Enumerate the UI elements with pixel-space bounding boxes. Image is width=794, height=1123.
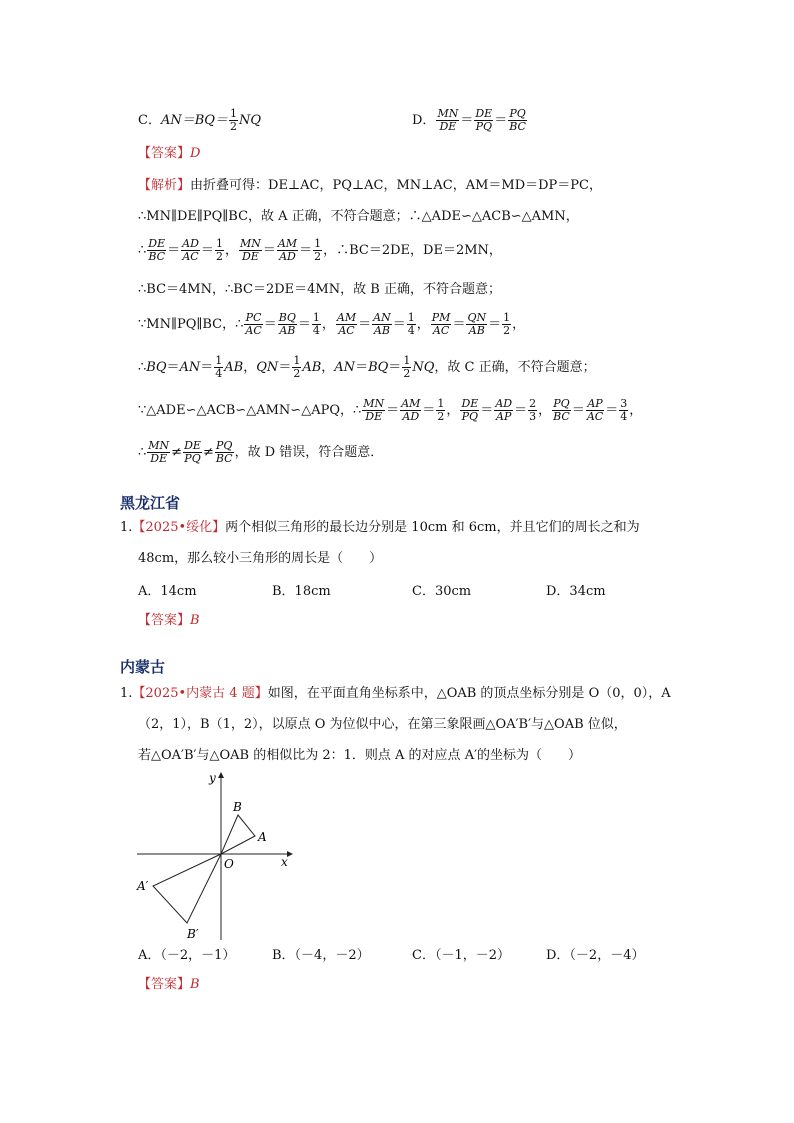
point-b-label: B xyxy=(233,800,242,814)
triangle-oab xyxy=(221,815,255,854)
answer-label: 【答案】 xyxy=(138,613,191,628)
answer-line xyxy=(138,144,200,164)
question-number: 1. xyxy=(120,520,133,535)
answer-label: 【答案】 xyxy=(138,977,191,992)
option-a: A．（－2，－1） xyxy=(138,948,236,963)
point-b2-label: B′ xyxy=(187,927,199,940)
y-axis-label: y xyxy=(209,771,216,785)
question-text: 两个相似三角形的最长边分别是 10cm 和 6cm，并且它们的周长之和为 xyxy=(225,520,640,535)
analysis-line-5: ∵MN∥PQ∥BC，∴ $\frac{PC}{AC}$ ＝ $\frac{BQ}{AB}$ ＝ $\frac{1}{4}$ ， $\frac{AM}{AC}$ ＝ $\frac{AN}{AB}$ ＝ $\frac{1}{4}$ ， $\frac{PM}{AC}$ ＝ $\frac{QN}{AB}$ ＝ $\frac{1}{2}$ ， xyxy=(138,311,526,337)
option-d: D．34cm xyxy=(546,584,606,599)
analysis-line-4: ∴BC＝4MN，∴BC＝2DE＝4MN，故 B 正确，不符合题意； xyxy=(138,282,501,297)
question-line-2: （2，1），B（1，2），以原点 O 为位似中心，在第三象限画△OA′B′与△OAB 位似， xyxy=(138,717,627,732)
question-line-1 xyxy=(120,684,671,704)
origin-label: O xyxy=(224,857,234,871)
option-a: A．14cm xyxy=(138,584,197,599)
denominator: BC xyxy=(509,120,526,133)
analysis-label: 【解析】 xyxy=(138,178,191,193)
option-d: D．（－2，－4） xyxy=(546,948,645,963)
analysis-text: ，故 C 正确，不符合题意； xyxy=(434,360,596,375)
analysis-line-6: ∴BQ＝AN＝ $\frac{1}{4}$ AB，QN＝ $\frac{1}{2}$ AB，AN＝BQ＝ $\frac{1}{2}$ NQ，故 C 正确，不符合题意； xyxy=(138,354,596,380)
analysis-line-1 xyxy=(138,176,602,196)
question-text: 如图，在平面直角坐标系中，△OAB 的顶点坐标分别是 O（0，0），A xyxy=(267,686,671,701)
option-b: B．18cm xyxy=(272,584,331,599)
x-axis-label: x xyxy=(281,855,288,869)
numerator: MN xyxy=(437,107,459,120)
question-line-3: 若△OA′B′与△OAB 的相似比为 2：1．则点 A 的对应点 A′的坐标为（ ） xyxy=(138,748,582,763)
question-tag: 【2025•内蒙古 4 题】 xyxy=(132,686,268,701)
question-line-2: 48cm，那么较小三角形的周长是（ ） xyxy=(138,551,383,566)
option-c xyxy=(138,108,261,133)
answer-value: B xyxy=(190,977,200,992)
fraction xyxy=(474,108,493,133)
answer-line xyxy=(138,975,200,995)
denominator: PQ xyxy=(475,120,492,133)
analysis-text: ∴BC＝2DE，DE＝2MN， xyxy=(336,243,502,258)
answer-line xyxy=(138,611,200,631)
question-line-1 xyxy=(120,518,640,538)
analysis-text: ∵MN∥PQ∥BC，∴ xyxy=(138,317,244,332)
option-expr-tail: NQ xyxy=(238,113,261,128)
question-tag: 【2025•绥化】 xyxy=(132,520,226,535)
province-heading: 内蒙古 xyxy=(120,658,166,676)
x-axis-arrow-icon xyxy=(287,851,293,857)
analysis-text: ∵△ADE∽△ACB∽△AMN∽△APQ，∴ xyxy=(138,403,362,418)
analysis-line-7: ∵△ADE∽△ACB∽△AMN∽△APQ，∴ $\frac{MN}{DE}$ ＝ $\frac{AM}{AD}$ ＝ $\frac{1}{2}$ ， $\frac{DE}{PQ}$ ＝ $\frac{AD}{AP}$ ＝ $\frac{2}{3}$ ， $\frac{PQ}{BC}$ ＝ $\frac{AP}{AC}$ ＝ $\frac{3}{4}$ ， xyxy=(138,397,643,423)
answer-value: B xyxy=(190,613,200,628)
question-number: 1. xyxy=(120,686,133,701)
answer-label: 【答案】 xyxy=(138,146,191,161)
fraction xyxy=(229,108,238,133)
option-c: C．（－1，－2） xyxy=(412,948,510,963)
option-b: B．（－4，－2） xyxy=(272,948,370,963)
coordinate-figure xyxy=(135,768,300,940)
analysis-text: ，故 D 错误，符合题意． xyxy=(234,445,384,460)
fraction xyxy=(508,108,527,133)
option-label: C． xyxy=(138,113,161,128)
province-heading: 黑龙江省 xyxy=(120,494,181,512)
fraction xyxy=(436,108,459,133)
denominator: DE xyxy=(439,120,457,133)
point-a2-label: A′ xyxy=(137,879,149,893)
denominator: 2 xyxy=(229,120,237,133)
analysis-line-2: ∴MN∥DE∥PQ∥BC，故 A 正确，不符合题意；∴△ADE∽△ACB∽△AMN， xyxy=(138,209,579,224)
analysis-line-8: ∴ $\frac{MN}{DE}$ ≠ $\frac{DE}{PQ}$ ≠ $\frac{PQ}{BC}$ ，故 D 错误，符合题意． xyxy=(138,439,384,465)
numerator: PQ xyxy=(509,107,526,120)
option-d: D． $\frac{MN}{DE}$ ＝ $\frac{DE}{PQ}$ ＝ $\frac{PQ}{BC}$ xyxy=(412,107,526,133)
analysis-line-3: ∴ $\frac{DE}{BC}$ ＝ $\frac{AD}{AC}$ ＝ $\frac{1}{2}$ ， $\frac{MN}{DE}$ ＝ $\frac{AM}{AD}$ ＝ $\frac{1}{2}$ ，∴BC＝2DE，DE＝2MN， xyxy=(138,237,502,263)
analysis-text: 由折叠可得：DE⊥AC，PQ⊥AC，MN⊥AC，AM＝MD＝DP＝PC， xyxy=(190,178,602,193)
y-axis-arrow-icon xyxy=(218,772,224,778)
option-c: C．30cm xyxy=(412,584,472,599)
numerator: 1 xyxy=(229,107,237,120)
option-expr: AN＝BQ＝ xyxy=(160,113,228,128)
triangle-oa2b2 xyxy=(153,854,221,923)
option-label: D． xyxy=(412,113,436,128)
answer-value: D xyxy=(190,146,201,161)
point-a-label: A xyxy=(258,830,267,844)
numerator: DE xyxy=(475,107,493,120)
